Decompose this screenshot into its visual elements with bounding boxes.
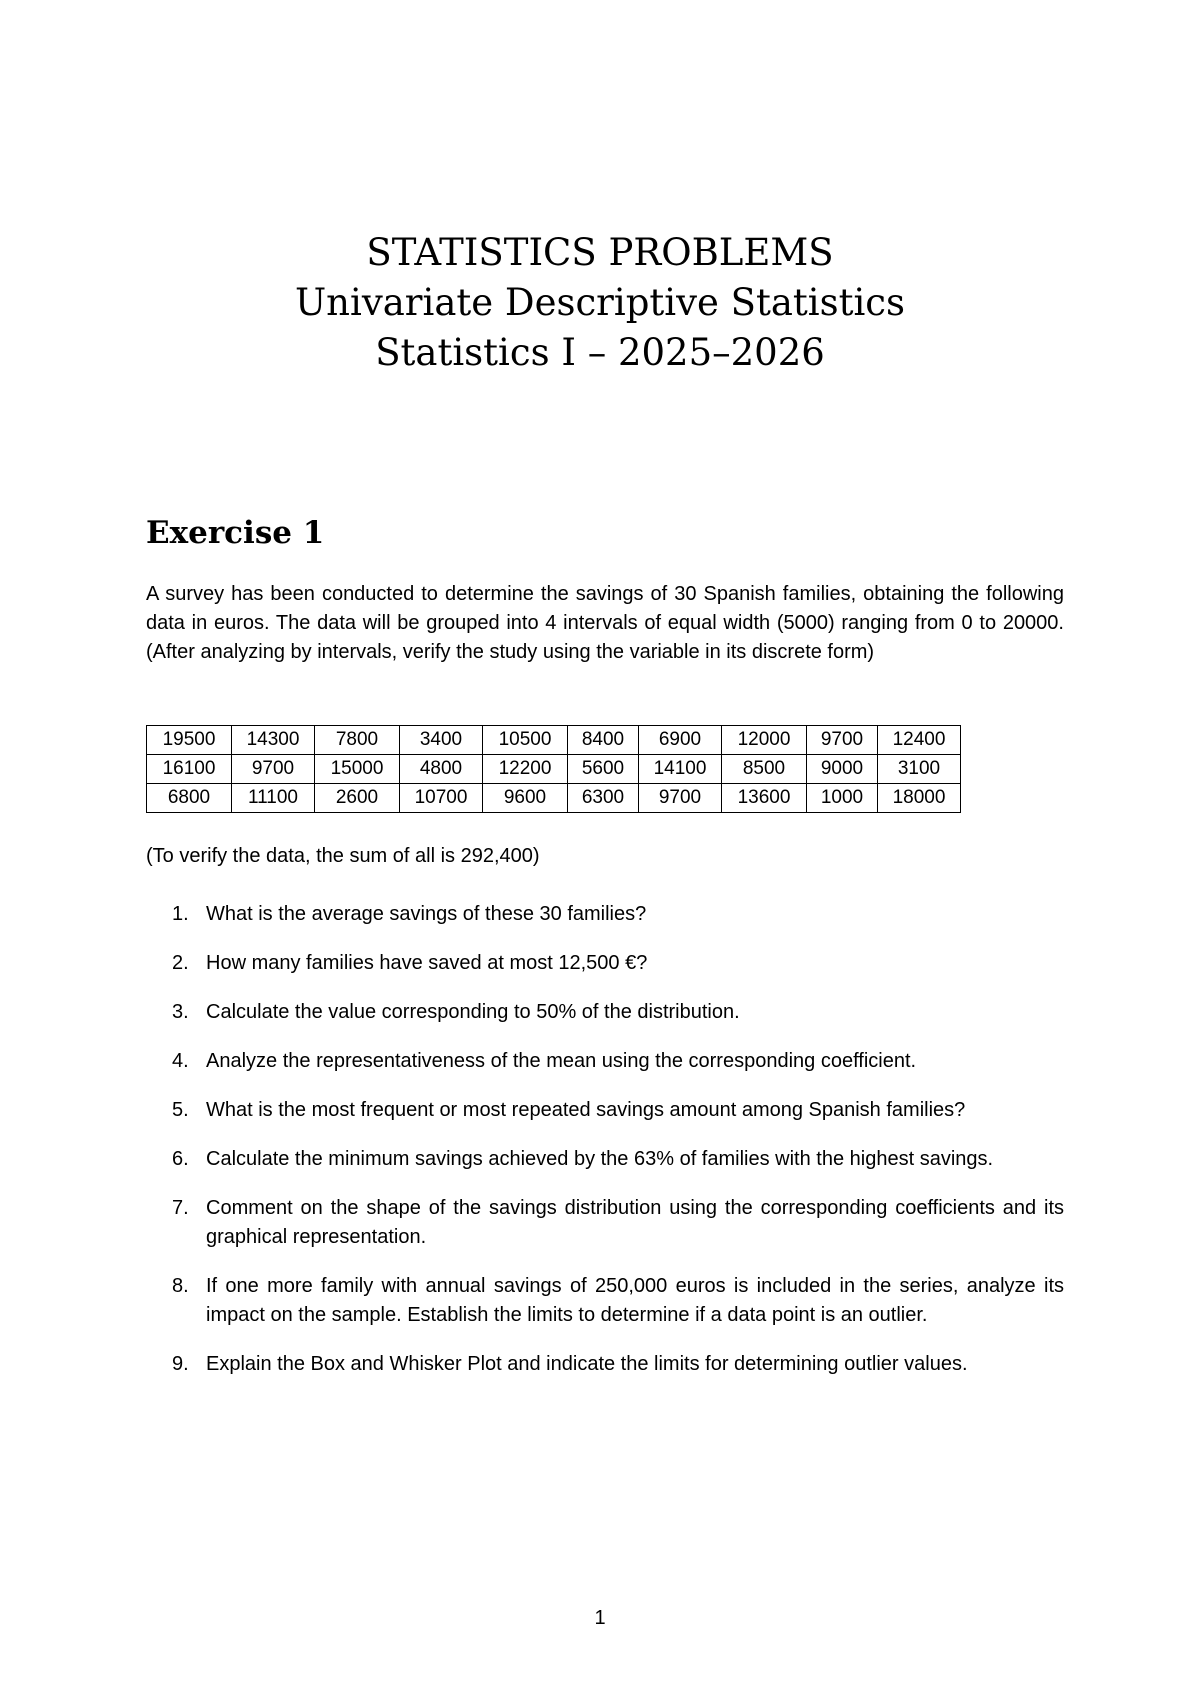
table-row — [147, 784, 961, 813]
table-cell: 3400 — [400, 726, 483, 755]
list-item — [146, 998, 1064, 1027]
table-cell: 2600 — [315, 784, 400, 813]
question-number: 1. — [172, 903, 189, 925]
table-cell: 6800 — [147, 784, 232, 813]
question-text: What is the most frequent or most repeated savings amount among Spanish families? — [206, 1099, 966, 1121]
table-cell: 7800 — [315, 726, 400, 755]
table-cell: 1000 — [807, 784, 878, 813]
question-number: 2. — [172, 952, 189, 974]
question-text: Comment on the shape of the savings distribution using the corresponding coefficients and its graphical representation. — [206, 1197, 1064, 1248]
table-cell: 11100 — [232, 784, 315, 813]
question-number: 9. — [172, 1353, 189, 1375]
table-cell: 5600 — [568, 755, 639, 784]
question-text: Calculate the value corresponding to 50% of the distribution. — [206, 1001, 740, 1023]
document-title — [0, 228, 1200, 378]
savings-data-table — [146, 725, 961, 813]
question-list — [146, 900, 1064, 1399]
table-cell: 3100 — [878, 755, 961, 784]
table-cell: 8500 — [722, 755, 807, 784]
question-text: If one more family with annual savings of 250,000 euros is included in the series, analyze its impact on the sample. Establish the limits to determine if a data point is an outlier. — [206, 1275, 1064, 1326]
page-number: 1 — [594, 1607, 606, 1629]
table-cell: 13600 — [722, 784, 807, 813]
question-number: 5. — [172, 1099, 189, 1121]
question-number: 6. — [172, 1148, 189, 1170]
table-cell: 4800 — [400, 755, 483, 784]
list-item — [146, 1096, 1064, 1125]
table-cell: 10500 — [483, 726, 568, 755]
table-cell: 19500 — [147, 726, 232, 755]
title-line-2: Univariate Descriptive Statistics — [294, 281, 906, 324]
list-item — [146, 949, 1064, 978]
title-line-1: STATISTICS PROBLEMS — [366, 231, 834, 274]
table-cell: 18000 — [878, 784, 961, 813]
list-item — [146, 1047, 1064, 1076]
table-cell: 9700 — [232, 755, 315, 784]
question-text: How many families have saved at most 12,500 €? — [206, 952, 648, 974]
table-cell: 12000 — [722, 726, 807, 755]
question-number: 3. — [172, 1001, 189, 1023]
list-item — [146, 1145, 1064, 1174]
table-cell: 12400 — [878, 726, 961, 755]
question-number: 4. — [172, 1050, 189, 1072]
table-cell: 9700 — [807, 726, 878, 755]
table-cell: 12200 — [483, 755, 568, 784]
table-cell: 6300 — [568, 784, 639, 813]
table-row — [147, 726, 961, 755]
table-cell: 9600 — [483, 784, 568, 813]
table-cell: 8400 — [568, 726, 639, 755]
table-cell: 16100 — [147, 755, 232, 784]
list-item — [146, 900, 1064, 929]
question-text: Calculate the minimum savings achieved by the 63% of families with the highest savings. — [206, 1148, 994, 1170]
question-text: What is the average savings of these 30 families? — [206, 903, 647, 925]
list-item — [146, 1350, 1064, 1379]
verify-note: (To verify the data, the sum of all is 292,400) — [146, 845, 540, 867]
question-text: Analyze the representativeness of the mean using the corresponding coefficient. — [206, 1050, 917, 1072]
table-cell: 9000 — [807, 755, 878, 784]
table-row — [147, 755, 961, 784]
exercise-intro: A survey has been conducted to determine the savings of 30 Spanish families, obtaining the following data in euros. The data will be grouped into 4 intervals of equal width (5000) ranging from 0 to 20000. (After analyzing by intervals, verify the study using the variable in its discrete form) — [146, 583, 1064, 663]
table-cell: 10700 — [400, 784, 483, 813]
list-item — [146, 1272, 1064, 1330]
table-cell: 15000 — [315, 755, 400, 784]
table-cell: 14300 — [232, 726, 315, 755]
question-number: 8. — [172, 1275, 189, 1297]
table-cell: 9700 — [639, 784, 722, 813]
exercise-heading: Exercise 1 — [146, 515, 325, 551]
question-number: 7. — [172, 1197, 189, 1219]
question-text: Explain the Box and Whisker Plot and indicate the limits for determining outlier values. — [206, 1353, 968, 1375]
table-cell: 6900 — [639, 726, 722, 755]
list-item — [146, 1194, 1064, 1252]
title-line-3: Statistics I – 2025–2026 — [375, 331, 825, 374]
table-cell: 14100 — [639, 755, 722, 784]
